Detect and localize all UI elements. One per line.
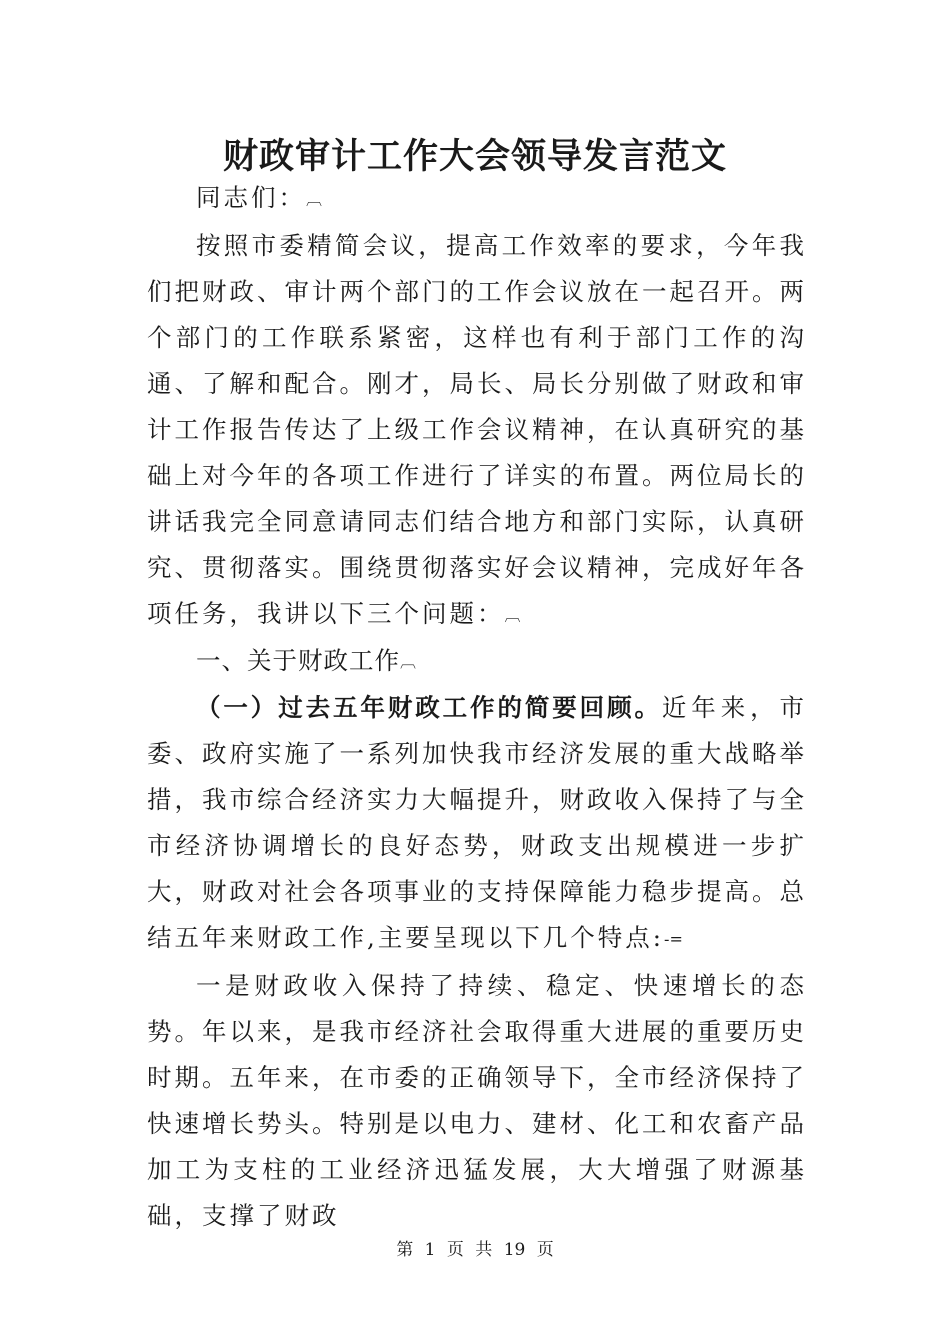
salutation-paragraph bbox=[147, 175, 807, 223]
document-title: 财政审计工作大会领导发言范文 bbox=[222, 136, 727, 177]
subsection1-mark: -= bbox=[664, 929, 683, 949]
intro-paragraph bbox=[147, 223, 807, 639]
subsection1-text: 近年来，市委、政府实施了一系列加快我市经济发展的重大战略举措，我市综合经济实力大幅提升，财政收入保持了与全市经济协调增长的良好态势，财政支出规模进一步扩大，财政对社会各项事业的支持保障能力稳步提高。总结五年来财政工作,主要呈现以下几个特点: bbox=[147, 693, 808, 952]
section1-mark: ︹ bbox=[400, 652, 417, 671]
subsection1-paragraph bbox=[147, 685, 807, 963]
intro-mark: ︹ bbox=[504, 605, 521, 624]
salutation-text: 同志们： bbox=[196, 183, 306, 212]
document-body bbox=[147, 175, 807, 1239]
section1-heading-text: 一、关于财政工作 bbox=[196, 646, 400, 675]
page-footer: 第 1 页 共 19 页 bbox=[396, 1240, 554, 1260]
salutation-mark: ︹ bbox=[306, 189, 323, 209]
section1-heading bbox=[147, 638, 807, 685]
intro-text: 按照市委精简会议，提高工作效率的要求，今年我们把财政、审计两个部门的工作会议放在一起召开。两个部门的工作联系紧密，这样也有利于部门工作的沟通、了解和配合。刚才，局长、局长分别做了财政和审计工作报告传达了上级工作会议精神，在认真研究的基础上对今年的各项工作进行了详实的布置。两位局长的讲话我完全同意请同志们结合地方和部门实际，认真研究、贯彻落实。围绕贯彻落实好会议精神，完成好年各项任务，我讲以下三个问题： bbox=[147, 230, 807, 628]
subsection1-heading: （一）过去五年财政工作的简要回顾。 bbox=[196, 693, 662, 722]
point1-paragraph: 一是财政收入保持了持续、稳定、快速增长的态势。年以来，是我市经济社会取得重大进展的重要历史时期。五年来，在市委的正确领导下，全市经济保持了快速增长势头。特别是以电力、建材、化工和农畜产品加工为支柱的工业经济迅猛发展，大大增强了财源基础，支撑了财政 bbox=[147, 970, 807, 1230]
